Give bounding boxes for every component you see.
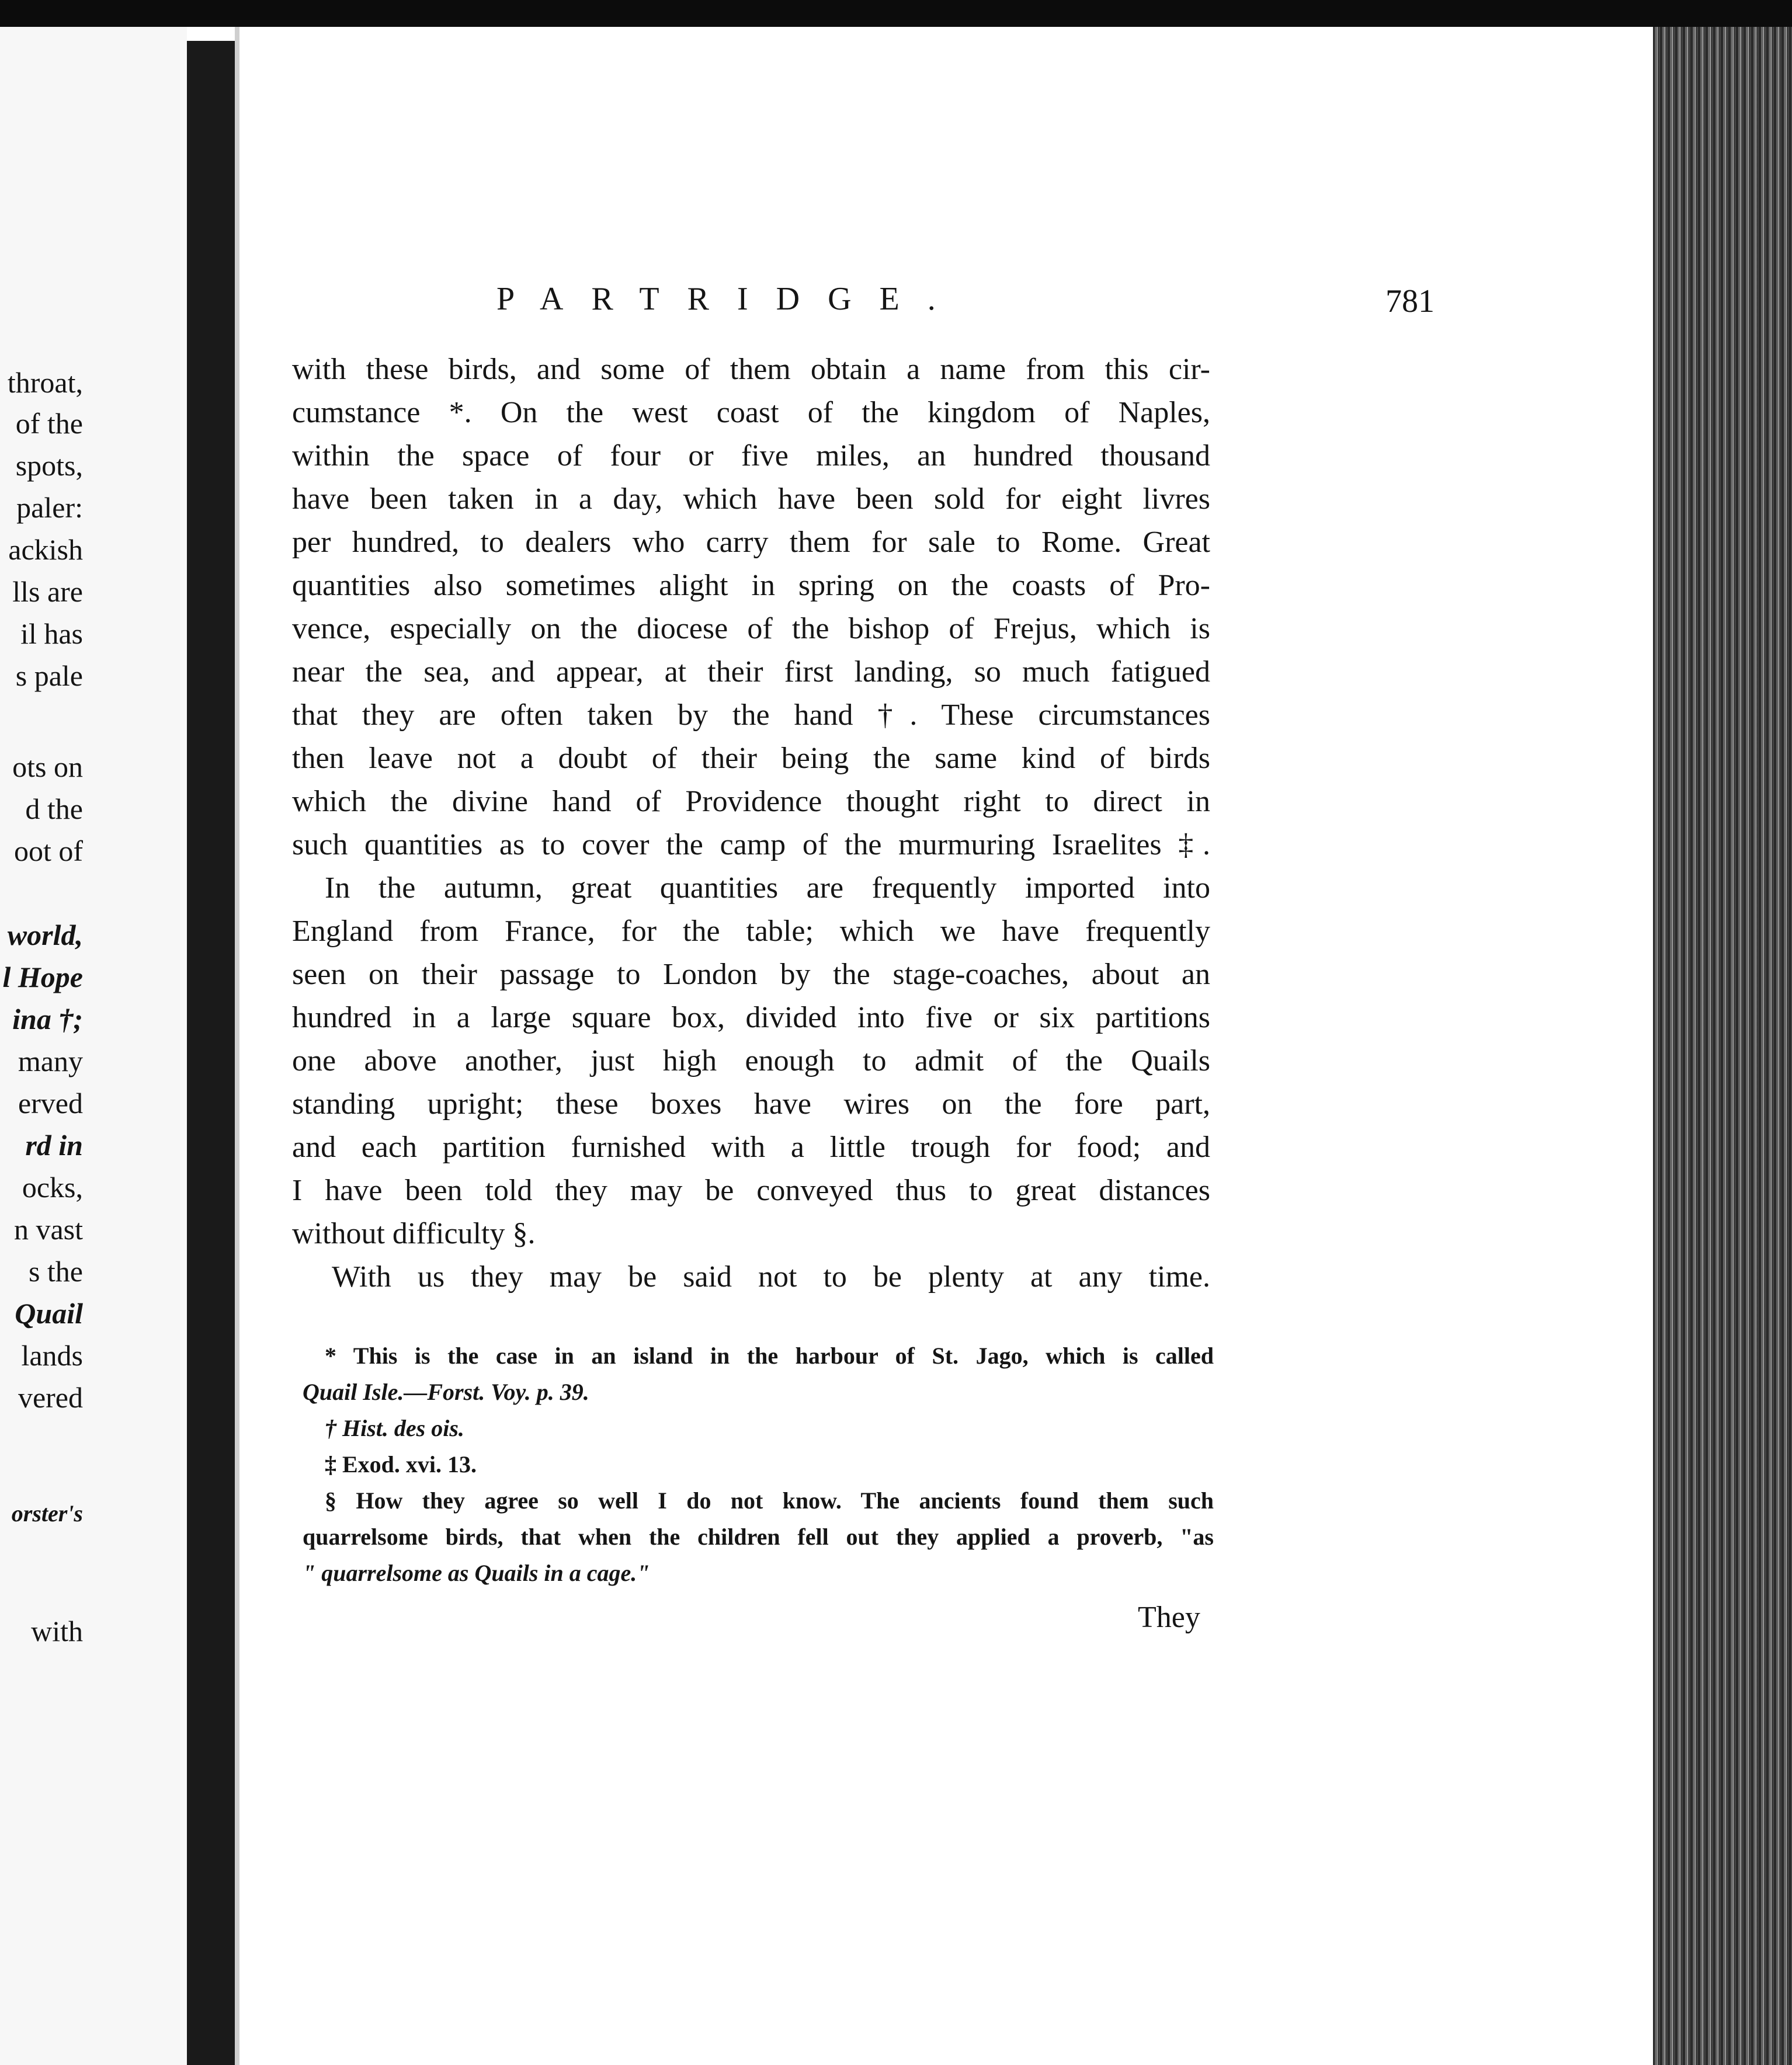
body-line: per hundred, to dealers who carry them for sale to Rome. Great bbox=[292, 526, 1210, 559]
body-line: then leave not a doubt of their being the same kind of birds bbox=[292, 742, 1210, 775]
body-line: near the sea, and appear, at their first landing, so much fatigued bbox=[292, 655, 1210, 689]
footnote-line: § How they agree so well I do not know. The ancients found them such bbox=[325, 1487, 1214, 1514]
left-line: ocks, bbox=[22, 1171, 83, 1204]
body-line: In the autumn, great quantities are frequently imported into bbox=[325, 871, 1210, 905]
left-line: s pale bbox=[15, 659, 83, 692]
body-line: with these birds, and some of them obtain a name from this cir- bbox=[292, 353, 1210, 386]
left-line: n vast bbox=[13, 1213, 83, 1246]
left-line: ina †; bbox=[12, 1003, 83, 1035]
body-line: one above another, just high enough to admit of the Quails bbox=[292, 1044, 1210, 1077]
left-line: lands bbox=[21, 1339, 83, 1372]
body-line: seen on their passage to London by the stage-coaches, about an bbox=[292, 958, 1210, 991]
footnote-line: † Hist. des ois. bbox=[325, 1415, 464, 1441]
footnote-line: " quarrelsome as Quails in a cage." bbox=[303, 1560, 650, 1586]
left-line: rd in bbox=[25, 1129, 83, 1162]
left-line: lls are bbox=[12, 575, 83, 608]
left-line: world, bbox=[7, 919, 83, 951]
left-line: of the bbox=[15, 407, 83, 440]
left-line: Quail bbox=[15, 1297, 83, 1330]
body-line: quantities also sometimes alight in spring on the coasts of Pro- bbox=[292, 569, 1210, 602]
page-edges bbox=[1653, 27, 1792, 2065]
body-line: without difficulty §. bbox=[292, 1217, 536, 1250]
footnote-line: Quail Isle.—Forst. Voy. p. 39. bbox=[303, 1379, 589, 1405]
left-line: spots, bbox=[15, 449, 83, 482]
left-line: orster's bbox=[11, 1500, 83, 1527]
body-line: hundred in a large square box, divided into five or six partitions bbox=[292, 1001, 1210, 1034]
body-line: that they are often taken by the hand †. These circumstances bbox=[292, 698, 1210, 732]
footnote-line: ‡ Exod. xvi. 13. bbox=[325, 1451, 477, 1478]
left-line: s the bbox=[28, 1255, 83, 1288]
left-line: l Hope bbox=[2, 961, 83, 993]
footnote-line: * This is the case in an island in the harbour of St. Jago, which is called bbox=[325, 1343, 1214, 1369]
catchword: They bbox=[1138, 1601, 1200, 1634]
left-line: throat, bbox=[7, 366, 83, 399]
body-line: With us they may be said not to be plenty at any time. bbox=[332, 1260, 1210, 1294]
left-line: oot of bbox=[13, 835, 83, 867]
left-line: il has bbox=[20, 617, 83, 650]
left-line: vered bbox=[18, 1381, 83, 1414]
body-line: within the space of four or five miles, an hundred thousand bbox=[292, 439, 1210, 472]
left-line: ackish bbox=[8, 533, 83, 566]
running-header: PARTRIDGE. bbox=[496, 281, 964, 317]
left-line: many bbox=[18, 1045, 83, 1077]
body-line: which the divine hand of Providence thought right to direct in bbox=[292, 785, 1210, 818]
left-page-fragment bbox=[0, 27, 187, 2065]
body-line: cumstance *. On the west coast of the kingdom of Naples, bbox=[292, 396, 1210, 429]
body-line: I have been told they may be conveyed thus to great distances bbox=[292, 1174, 1210, 1207]
body-line: such quantities as to cover the camp of the murmuring Israelites ‡. bbox=[292, 828, 1210, 861]
page-number: 781 bbox=[1385, 283, 1435, 319]
body-line: and each partition furnished with a little trough for food; and bbox=[292, 1131, 1210, 1164]
scan-top-border bbox=[0, 0, 1792, 27]
body-line: standing upright; these boxes have wires on the fore part, bbox=[292, 1087, 1210, 1121]
footnote-line: quarrelsome birds, that when the children fell out they applied a proverb, "as bbox=[303, 1524, 1214, 1550]
left-line: ots on bbox=[12, 750, 83, 783]
left-line: d the bbox=[25, 792, 83, 825]
left-line: with bbox=[31, 1615, 83, 1647]
body-line: England from France, for the table; which we have frequently bbox=[292, 915, 1210, 948]
binding-shadow bbox=[187, 41, 235, 2065]
body-line: vence, especially on the diocese of the bishop of Frejus, which is bbox=[292, 612, 1210, 645]
left-line: paler: bbox=[16, 491, 83, 524]
left-line: erved bbox=[18, 1087, 83, 1120]
body-line: have been taken in a day, which have been sold for eight livres bbox=[292, 482, 1210, 516]
